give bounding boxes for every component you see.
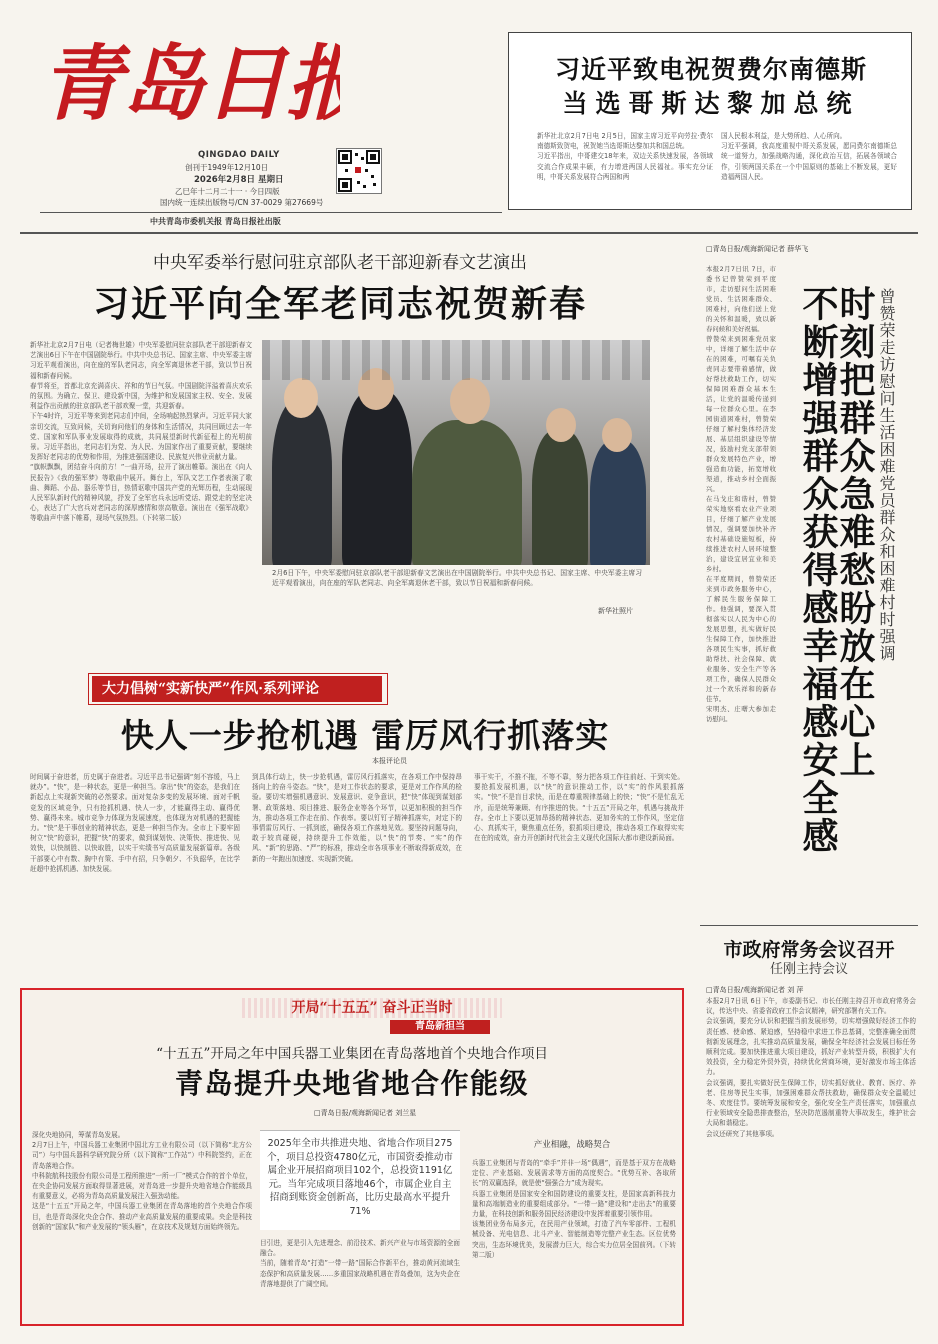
red-headline[interactable]: 青岛提升央地省地合作能级 (174, 1067, 529, 1100)
masthead-rule (40, 212, 502, 213)
masthead-lunar: 乙巳年十二月二十一 · 今日四版 (175, 187, 280, 196)
red-col3: 兵器工业集团与青岛的“牵手”并非一场“偶遇”，而是基于双方在战略定位、产业基础、发展需求等方面的高度契合。“优势互补、各取所长”的双赢选择，就是使“强强合力”成为现实。 兵器工业集团是国家安全和国防建设的重要支柱，是国家高新科技力量和高端制造业的重要组成部分。“一带一路”建设和“走出去”的重要力量，在科技创新和服务国民经济建设中发挥着重要引领作用。 该集团业务布局多元，在民用产业领域，打造了汽车零部件、工程机械设备、光电信息、北斗产业、智能制造等完整产业生态。区位优势突出，生态环境优美，发展潜力巨大，综合实力位居全国前列。（下转第二版） (472, 1159, 676, 1259)
main-headline[interactable]: 习近平向全军老同志祝贺新春 (92, 283, 587, 325)
top-story-headline-line2: 当选哥斯达黎加总统 (562, 89, 860, 118)
commentary-col3: 事干实干，不推不拖，不等不靠，努力把各项工作往前赶、干到实处。要抢抓发展机遇，以“快”的意识推动工作，以“实”的作风狠抓落实。“快”不是盲目求快，而是在尊重规律基础上的快；“快”不是忙乱无序，而是统筹兼顾、有序推进的快。“十五五”开局之年，机遇与挑战并存。全市上下要以更加昂扬的精神状态、更加务实的工作作风，坚定信心、真抓实干，聚焦重点任务，狠抓项目建设，推动各项工作取得实实在在的成效，奋力开创新时代社会主义现代化国际大都市建设新局面。 (474, 773, 684, 843)
red-byline: □青岛日报/观海新闻记者 刘兰星 (314, 1109, 417, 1117)
masthead-calligraphy (40, 30, 340, 130)
top-story-col1: 新华社北京2月7日电 2月5日，国家主席习近平向劳拉·费尔南德斯致贺电，祝贺她当选哥斯达黎加共和国总统。 习近平指出，中哥建交18年来，双边关系快速发展，各领域交流合作成果丰硕，有力增进两国人民福祉。事实充分证明，中哥关系发展符合两国和两 (537, 132, 713, 181)
top-story-headline[interactable] (509, 53, 913, 121)
photo-credit: 新华社照片 (598, 607, 633, 615)
top-story-headline-line1: 习近平致电祝贺费尔南德斯 (554, 55, 867, 84)
commentary-col1: 时间属于奋进者，历史属于奋进者。习近平总书记强调“刻不容缓，马上就办”。“快”，是一种状态，更是一种担当。拿出“快”的姿态，是我们在新起点上实现新突破的必然要求。面对复杂多变的发展环境、面对千帆竞发的区域竞争，只有抢抓机遇、快人一步，才能赢得主动、赢得优势、赢得未来。城市竞争力体现为发展速度，也体现为对机遇的把握能力。“快”是干事创业的精神状态，更是一种担当作为。全市上下要牢固树立“快”的意识，把握“快”的要求，做到谋划快、决策快、推进快、见效快，以快制胜、以快取胜，以实干实绩书写高质量发展新篇章。各级干部要心中有数、胸中有策、手中有招，只争朝夕、不负韶华，在比学赶超中抢抓机遇、加快发展。 (30, 773, 240, 873)
red-feature-box (20, 988, 684, 1326)
exec-byline: □青岛日报/观海新闻记者 刘 萍 (706, 986, 804, 994)
main-kicker: 中央军委举行慰问驻京部队老干部迎新春文艺演出 (153, 253, 527, 273)
red-kicker: “十五五”开局之年中国兵器工业集团在青岛落地首个央地合作项目 (156, 1046, 548, 1062)
main-story-body: 新华社北京2月7日电（记者梅世雄）中央军委慰问驻京部队老干部迎新春文艺演出6日下午在中国剧院举行。中共中央总书记、国家主席、中央军委主席习近平观看演出，向在座的军队老同志，向全军离退休老干部，致以节日祝福和新春问候。 春节将至，首都北京充满喜庆、祥和的节日气氛。中国剧院洋溢着喜庆欢乐的氛围。为确立、保卫、建设新中国，为维护和发展国家主权、安全、发展利益作出贡献的驻京部队老干部欢聚一堂，共迎新春。 下午4时许，习近平等来到老同志们中间，全场响起热烈掌声。习近平同大家亲切交流，互致问候，关切询问他们的身体和生活情况，共同回顾过去一年党、国家和军队事业发展取得的成就，共同展望新时代新征程上的光明前景。习近平指出，老同志们为党、为人民、为国家作出了重要贡献，要继续发挥好老同志的优势和作用，为推进强国建设、民族复兴伟业贡献力量。 “旗帜飘飘，团结奋斗向前方！”一曲开场，拉开了演出帷幕。演出在《向人民报告》《我的强军梦》等歌曲中展开。舞台上，军队文艺工作者表演了歌曲、舞蹈、小品、器乐等节目，热情讴歌中国共产党的光辉历程，生动展现人民军队新时代的精神风貌，抒发了全军官兵永远听党话、跟党走的坚定决心，表达了广大官兵对老同志的深厚感情和崇高敬意。演出在《强军战歌》等歌曲声中落下帷幕，现场气氛热烈。（下转第二版） (30, 341, 252, 523)
photo-caption: 2月6日下午，中央军委慰问驻京部队老干部迎新春文艺演出在中国剧院举行。中共中央总书记、国家主席、中央军委主席习近平观看演出，向在座的军队老同志、向全军离退休老干部，致以节日祝福和新春问候。 (272, 569, 642, 588)
vertical-subtitle: 曾赞荣走访慰问生活困难党员群众和困难村时强调 (877, 288, 896, 662)
exec-rule (700, 925, 918, 926)
red-col3-heading: 产业相融，战略契合 (533, 1140, 611, 1150)
vertical-headline-1[interactable]: 时刻把群众急难愁盼放在心上 (834, 285, 876, 779)
exec-headline[interactable]: 市政府常务会议召开 (723, 939, 895, 961)
main-photo (262, 340, 650, 565)
vertical-byline: □青岛日报/观海新闻记者 薛华飞 (706, 245, 809, 253)
masthead-organ: 中共青岛市委机关报 青岛日报社出版 (150, 217, 281, 226)
commentary-headline[interactable]: 快人一步抢机遇 雷厉风行抓落实 (120, 716, 610, 755)
masthead-logo (40, 30, 340, 180)
top-story-col2: 国人民根本利益，是大势所趋、人心所向。 习近平强调，我高度重视中哥关系发展，愿同费尔南德斯总统一道努力，加强战略沟通，深化政治互信，拓展各领域合作，引领两国关系在一个中国原则的基础上不断发展，更好造福两国人民。 (721, 132, 897, 181)
qr-code (336, 148, 382, 194)
red-banner-line2: 青岛新担当 (390, 1020, 490, 1034)
masthead-date: 2026年2月8日 星期日 (194, 175, 284, 185)
series-banner: 大力倡树“实新快严”作风·系列评论 (92, 676, 382, 702)
red-banner-line1: 开局“十五五” 奋斗正当时 (242, 998, 502, 1018)
red-quote-box (260, 1130, 460, 1230)
exec-body: 本报2月7日讯 6日下午，市委副书记、市长任刚主持召开市政府常务会议，传达中央、省委省政府工作会议精神，研究部署有关工作。 会议强调，要充分认识和把握当前发展形势，切实增强做好经济工作的责任感、使命感、紧迫感，坚持稳中求进工作总基调，完整准确全面贯彻新发展理念，扎实推动高质量发展，确保全年经济社会发展目标任务顺利完成。要加快推进重大项目建设，抓好产业转型升级，积极扩大有效投资，全力稳定外贸外资，持续优化营商环境，更好激发市场主体活力。 会议强调，要扎实做好民生保障工作，切实抓好就业、教育、医疗、养老、住房等民生实事，加强困难群众帮扶救助，确保群众安全温暖过冬、欢度佳节。要统筹发展和安全，强化安全生产责任落实，加强重点行业领域安全隐患排查整治，坚决防范遏制重特大事故发生，维护社会大局和谐稳定。 会议还研究了其他事项。 (706, 997, 916, 1138)
red-col2: 目引进，更是引入先进理念、前沿技术、新兴产业与市场资源的全面融合。 当前，随着青岛“打造”一带一路”国际合作新平台，推动黄河流域生态保护和高质量发展……多重国家战略机遇在青岛叠加，这为央企在青落地提供了广阔空间。 (260, 1239, 460, 1288)
section-divider (20, 232, 918, 234)
red-quote-text: 2025年全市共推进央地、省地合作项目275个，项目总投资4780亿元，市国资委推动市属企业开展招商项目102个，总投资1191亿元。当年完成项目落地46个，市属企业自主招商到账资金创新高，比历史最高水平提升71% (267, 1138, 453, 1217)
exec-subheadline: 任刚主持会议 (769, 962, 848, 977)
masthead-founded: 创刊于1949年12月10日 (185, 163, 269, 172)
commentary-col2: 到具体行动上，快一步抢机遇，雷厉风行抓落实，在各项工作中保持昂扬向上的奋斗姿态。“快”，是对工作状态的要求，更是对工作作风的检验。要切实增强机遇意识、发展意识、竞争意识，把“快”体现到谋划部署、政策落地、项目推进、服务企业等各个环节，以更加积极的担当作为，推动各项工作走在前、作表率。要以钉钉子精神抓落实，对定下的事情雷厉风行、一抓到底，确保各项工作落地见效。要坚持问题导向，敢于较真碰硬，持续提升工作效能，以“快”的节奏、“实”的作风、“新”的思路、“严”的标准，推动全市各项事业不断取得新成效，在新的一年跑出加速度、实现新突破。 (252, 773, 462, 863)
masthead-title: 青岛日报 (40, 36, 340, 130)
commentary-byline: 本报评论员 (372, 757, 407, 765)
masthead-pinyin: QINGDAO DAILY (198, 150, 280, 160)
red-col1: 深化央地协同，筹谋青岛发展。 2月7日上午，中国兵器工业集团中国北方工业有限公司（以下简称“北方公司”）与中国兵器科学研究院分所（以下简称“工作站”）中科院签约，正在青岛落地合作。 中科院航科技股份有限公司是工程所推进“一所一厂”模式合作的首个单位，在央企协同发展方面取得显著进展，对青岛进一步提升央地省地合作能级具有重要意义，必将为青岛高质量发展注入强劲动能。 这是“十五五”开局之年，中国兵器工业集团在青岛落地的首个央地合作项目，也是青岛深化央企合作、推动产业高质量发展的重要成果。央企是科技创新的“国家队”和产业发展的“领头雁”，在京技术及规划方面始终领先。 (32, 1131, 252, 1231)
masthead-codes: 国内统一连续出版物号/CN 37-0029 第27669号 (160, 198, 324, 207)
red-banner (242, 998, 502, 1032)
vertical-headline-2[interactable]: 不断增强群众获得感幸福感安全感 (797, 285, 839, 855)
top-story-box (508, 32, 912, 210)
vertical-body: 本报2月7日讯 7日，市委书记曾赞荣到平度市，走访慰问生活困难党员、生活困难群众、困难村，向他们送上党的关怀和温暖，致以新春问候和美好祝福。 曾赞荣来到困难党员家中，详细了解生活中存在的困难，可嘱有关负责同志要带着感情，做好帮扶救助工作，切实保障困难群众基本生活，让党的温暖传递到每一位群众心里。在李园街道困难村，曾赞荣仔细了解村集体经济发展、基层组织建设等情况，鼓励村党支部带领群众发展特色产业，增强造血功能，拓宽增收渠道，推动乡村全面振兴。 在马戈庄和谐村，曾赞荣实地察看农业产业项目，仔细了解产业发展情况，强调要加快补齐农村基础设施短板，持续推进农村人居环境整治，建设宜居宜业和美乡村。 在平度期间，曾赞荣还来到市政务服务中心，了解民生服务保障工作。他强调，要深入贯彻落实以人民为中心的发展思想，扎实做好民生保障工作，加快推进各项民生实事，抓好救助帮扶、社会保障、就业服务、安全生产等各项工作，确保人民群众过一个欢乐祥和的新春佳节。 宋明杰、庄曙大参加走访慰问。 (706, 265, 776, 723)
